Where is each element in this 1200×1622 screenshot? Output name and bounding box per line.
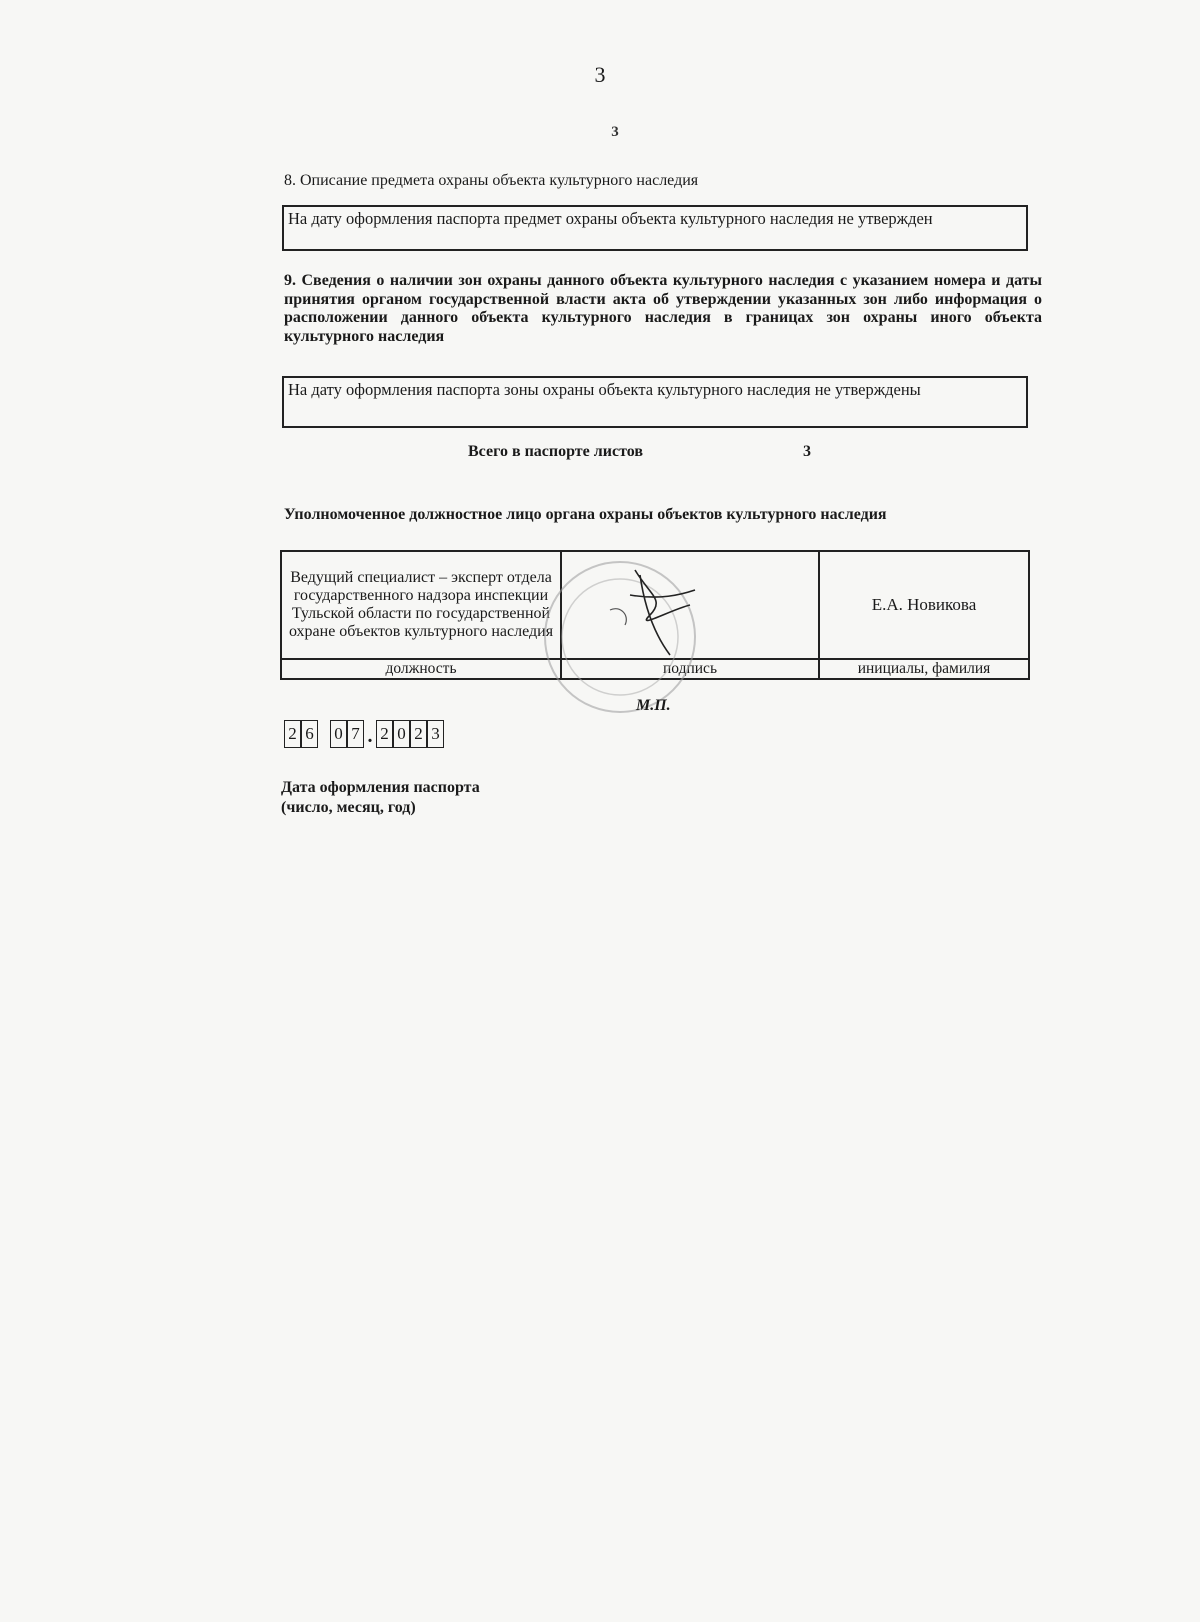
stamp-label: М.П. <box>636 697 671 714</box>
caption-name: инициалы, фамилия <box>819 659 1029 679</box>
section-8-content-box <box>282 205 1028 251</box>
official-stamp-seal <box>540 555 700 725</box>
date-year-digit-2: 0 <box>393 720 410 748</box>
page-number-small: 3 <box>611 124 619 140</box>
name-cell: Е.А. Новикова <box>819 551 1029 659</box>
section-8-title: 8. Описание предмета охраны объекта культурного наследия <box>284 172 699 189</box>
section-9-content: На дату оформления паспорта зоны охраны объекта культурного наследия не утверждены <box>288 380 921 399</box>
date-year-digit-1: 2 <box>376 720 393 748</box>
sheets-count-value: 3 <box>803 443 811 460</box>
date-day-digit-1: 2 <box>284 720 301 748</box>
date-year-digit-3: 2 <box>410 720 427 748</box>
section-8-content: На дату оформления паспорта предмет охраны объекта культурного наследия не утвержден <box>288 209 933 228</box>
date-day-digit-2: 6 <box>301 720 318 748</box>
date-caption <box>281 778 480 818</box>
date-month-digit-2: 7 <box>347 720 364 748</box>
date-year-digit-4: 3 <box>427 720 444 748</box>
section-9-title: 9. Сведения о наличии зон охраны данного объекта культурного наследия с указанием номера и даты принятия органом государственной власти акта об утверждении указанных зон либо информация о расположении данного объекта культурного наследия в границах зон охраны иного объекта культурного наследия <box>284 272 1042 345</box>
page-number: 3 <box>594 62 606 87</box>
official-heading: Уполномоченное должностное лицо органа охраны объектов культурного наследия <box>284 506 887 523</box>
position-cell: Ведущий специалист – эксперт отдела государственного надзора инспекции Тульской области по государственной охране объектов культурного наследия <box>281 551 561 659</box>
caption-position: должность <box>281 659 561 679</box>
date-separator: . <box>367 725 373 747</box>
date-boxes <box>284 720 444 748</box>
sheets-count-label: Всего в паспорте листов <box>468 443 643 460</box>
section-9-content-box <box>282 376 1028 428</box>
date-caption-line-1: Дата оформления паспорта <box>281 779 480 796</box>
caption-signature: подпись <box>561 659 819 679</box>
date-month-digit-1: 0 <box>330 720 347 748</box>
date-caption-line-2: (число, месяц, год) <box>281 799 416 816</box>
